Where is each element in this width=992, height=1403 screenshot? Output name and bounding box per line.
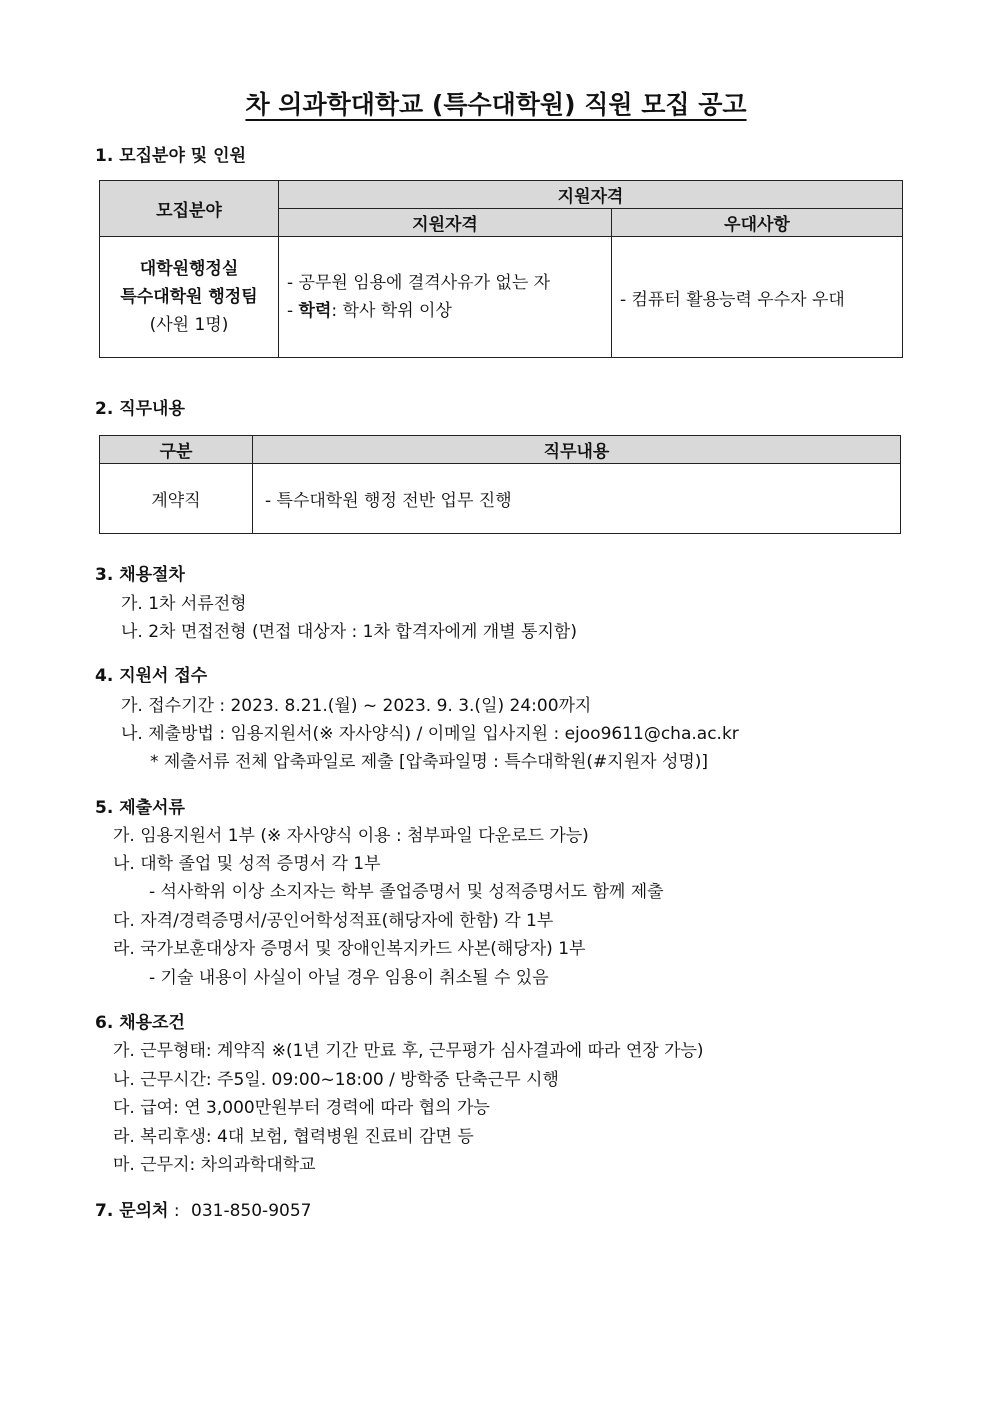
qual-item-2-prefix: - xyxy=(287,301,299,321)
application-note: * 제출서류 전체 압축파일로 제출 [압축파일명 : 특수대학원(#지원자 성명)] xyxy=(150,752,709,772)
condition-item: 다. 급여: 연 3,000만원부터 경력에 따라 협의 가능 xyxy=(113,1098,490,1118)
document-note: - 석사학위 이상 소지자는 학부 졸업증명서 및 성적증명서도 함께 제출 xyxy=(149,882,664,902)
contact-separator: : xyxy=(168,1201,186,1221)
th-duty: 직무내용 xyxy=(253,436,901,464)
document-note: - 기술 내용이 사실이 아닐 경우 임용이 취소될 수 있음 xyxy=(149,968,549,988)
qual-item-2-value: : 학사 학위 이상 xyxy=(331,301,452,321)
condition-item: 나. 근무시간: 주5일. 09:00~18:00 / 방학중 단축근무 시행 xyxy=(113,1070,559,1090)
condition-item: 가. 근무형태: 계약직 ※(1년 기간 만료 후, 근무평가 심사결과에 따라 연장 가능) xyxy=(113,1041,704,1061)
qual-item-2 xyxy=(287,297,611,325)
section-3-heading: 3. 채용절차 xyxy=(95,565,185,585)
condition-item: 라. 복리후생: 4대 보험, 협력병원 진료비 감면 등 xyxy=(113,1127,474,1147)
cell-qualification xyxy=(279,237,612,358)
section-1-heading: 1. 모집분야 및 인원 xyxy=(95,146,246,166)
section-2-heading: 2. 직무내용 xyxy=(95,399,185,419)
condition-item: 마. 근무지: 차의과학대학교 xyxy=(113,1155,316,1175)
field-team: 특수대학원 행정팀 xyxy=(120,287,258,307)
procedure-item: 가. 1차 서류전형 xyxy=(121,594,247,614)
th-qualification: 지원자격 xyxy=(279,209,612,237)
document-item: 가. 임용지원서 1부 (※ 자사양식 이용 : 첨부파일 다운로드 가능) xyxy=(113,826,589,846)
section-7-heading: 7. 문의처 xyxy=(95,1201,169,1221)
section-4-heading: 4. 지원서 접수 xyxy=(95,666,208,686)
cell-duty: - 특수대학원 행정 전반 업무 진행 xyxy=(253,464,901,534)
cell-type: 계약직 xyxy=(100,464,253,534)
section-6-heading: 6. 채용조건 xyxy=(95,1013,185,1033)
application-period: 가. 접수기간 : 2023. 8.21.(월) ~ 2023. 9. 3.(일) 24:00까지 xyxy=(121,696,592,716)
pref-item-1: - 컴퓨터 활용능력 우수자 우대 xyxy=(620,289,845,310)
contact xyxy=(95,1199,311,1223)
th-type: 구분 xyxy=(100,436,253,464)
qual-item-1: - 공무원 임용에 결격사유가 없는 자 xyxy=(287,273,551,293)
qual-item-2-label: 학력 xyxy=(298,301,332,321)
th-recruit-field: 모집분야 xyxy=(100,181,279,237)
field-dept: 대학원행정실 xyxy=(139,259,239,279)
document-item: 다. 자격/경력증명서/공인어학성적표(해당자에 한함) 각 1부 xyxy=(113,911,554,931)
document-item: 나. 대학 졸업 및 성적 증명서 각 1부 xyxy=(113,854,381,874)
recruit-field-table xyxy=(99,180,903,358)
duty-table xyxy=(99,435,901,534)
document-item: 라. 국가보훈대상자 증명서 및 장애인복지카드 사본(해당자) 1부 xyxy=(113,939,586,959)
contact-phone: 031-850-9057 xyxy=(191,1201,312,1221)
page-title: 차 의과학대학교 (특수대학원) 직원 모집 공고 xyxy=(245,90,747,119)
cell-recruit-field xyxy=(100,237,279,358)
th-qualification-group: 지원자격 xyxy=(279,181,903,209)
cell-preference xyxy=(612,237,903,358)
field-headcount: (사원 1명) xyxy=(149,315,229,335)
th-preference: 우대사항 xyxy=(612,209,903,237)
application-method: 나. 제출방법 : 임용지원서(※ 자사양식) / 이메일 입사지원 : ejoo9611@cha.ac.kr xyxy=(121,724,739,744)
section-5-heading: 5. 제출서류 xyxy=(95,798,185,818)
procedure-item: 나. 2차 면접전형 (면접 대상자 : 1차 합격자에게 개별 통지함) xyxy=(121,622,577,642)
